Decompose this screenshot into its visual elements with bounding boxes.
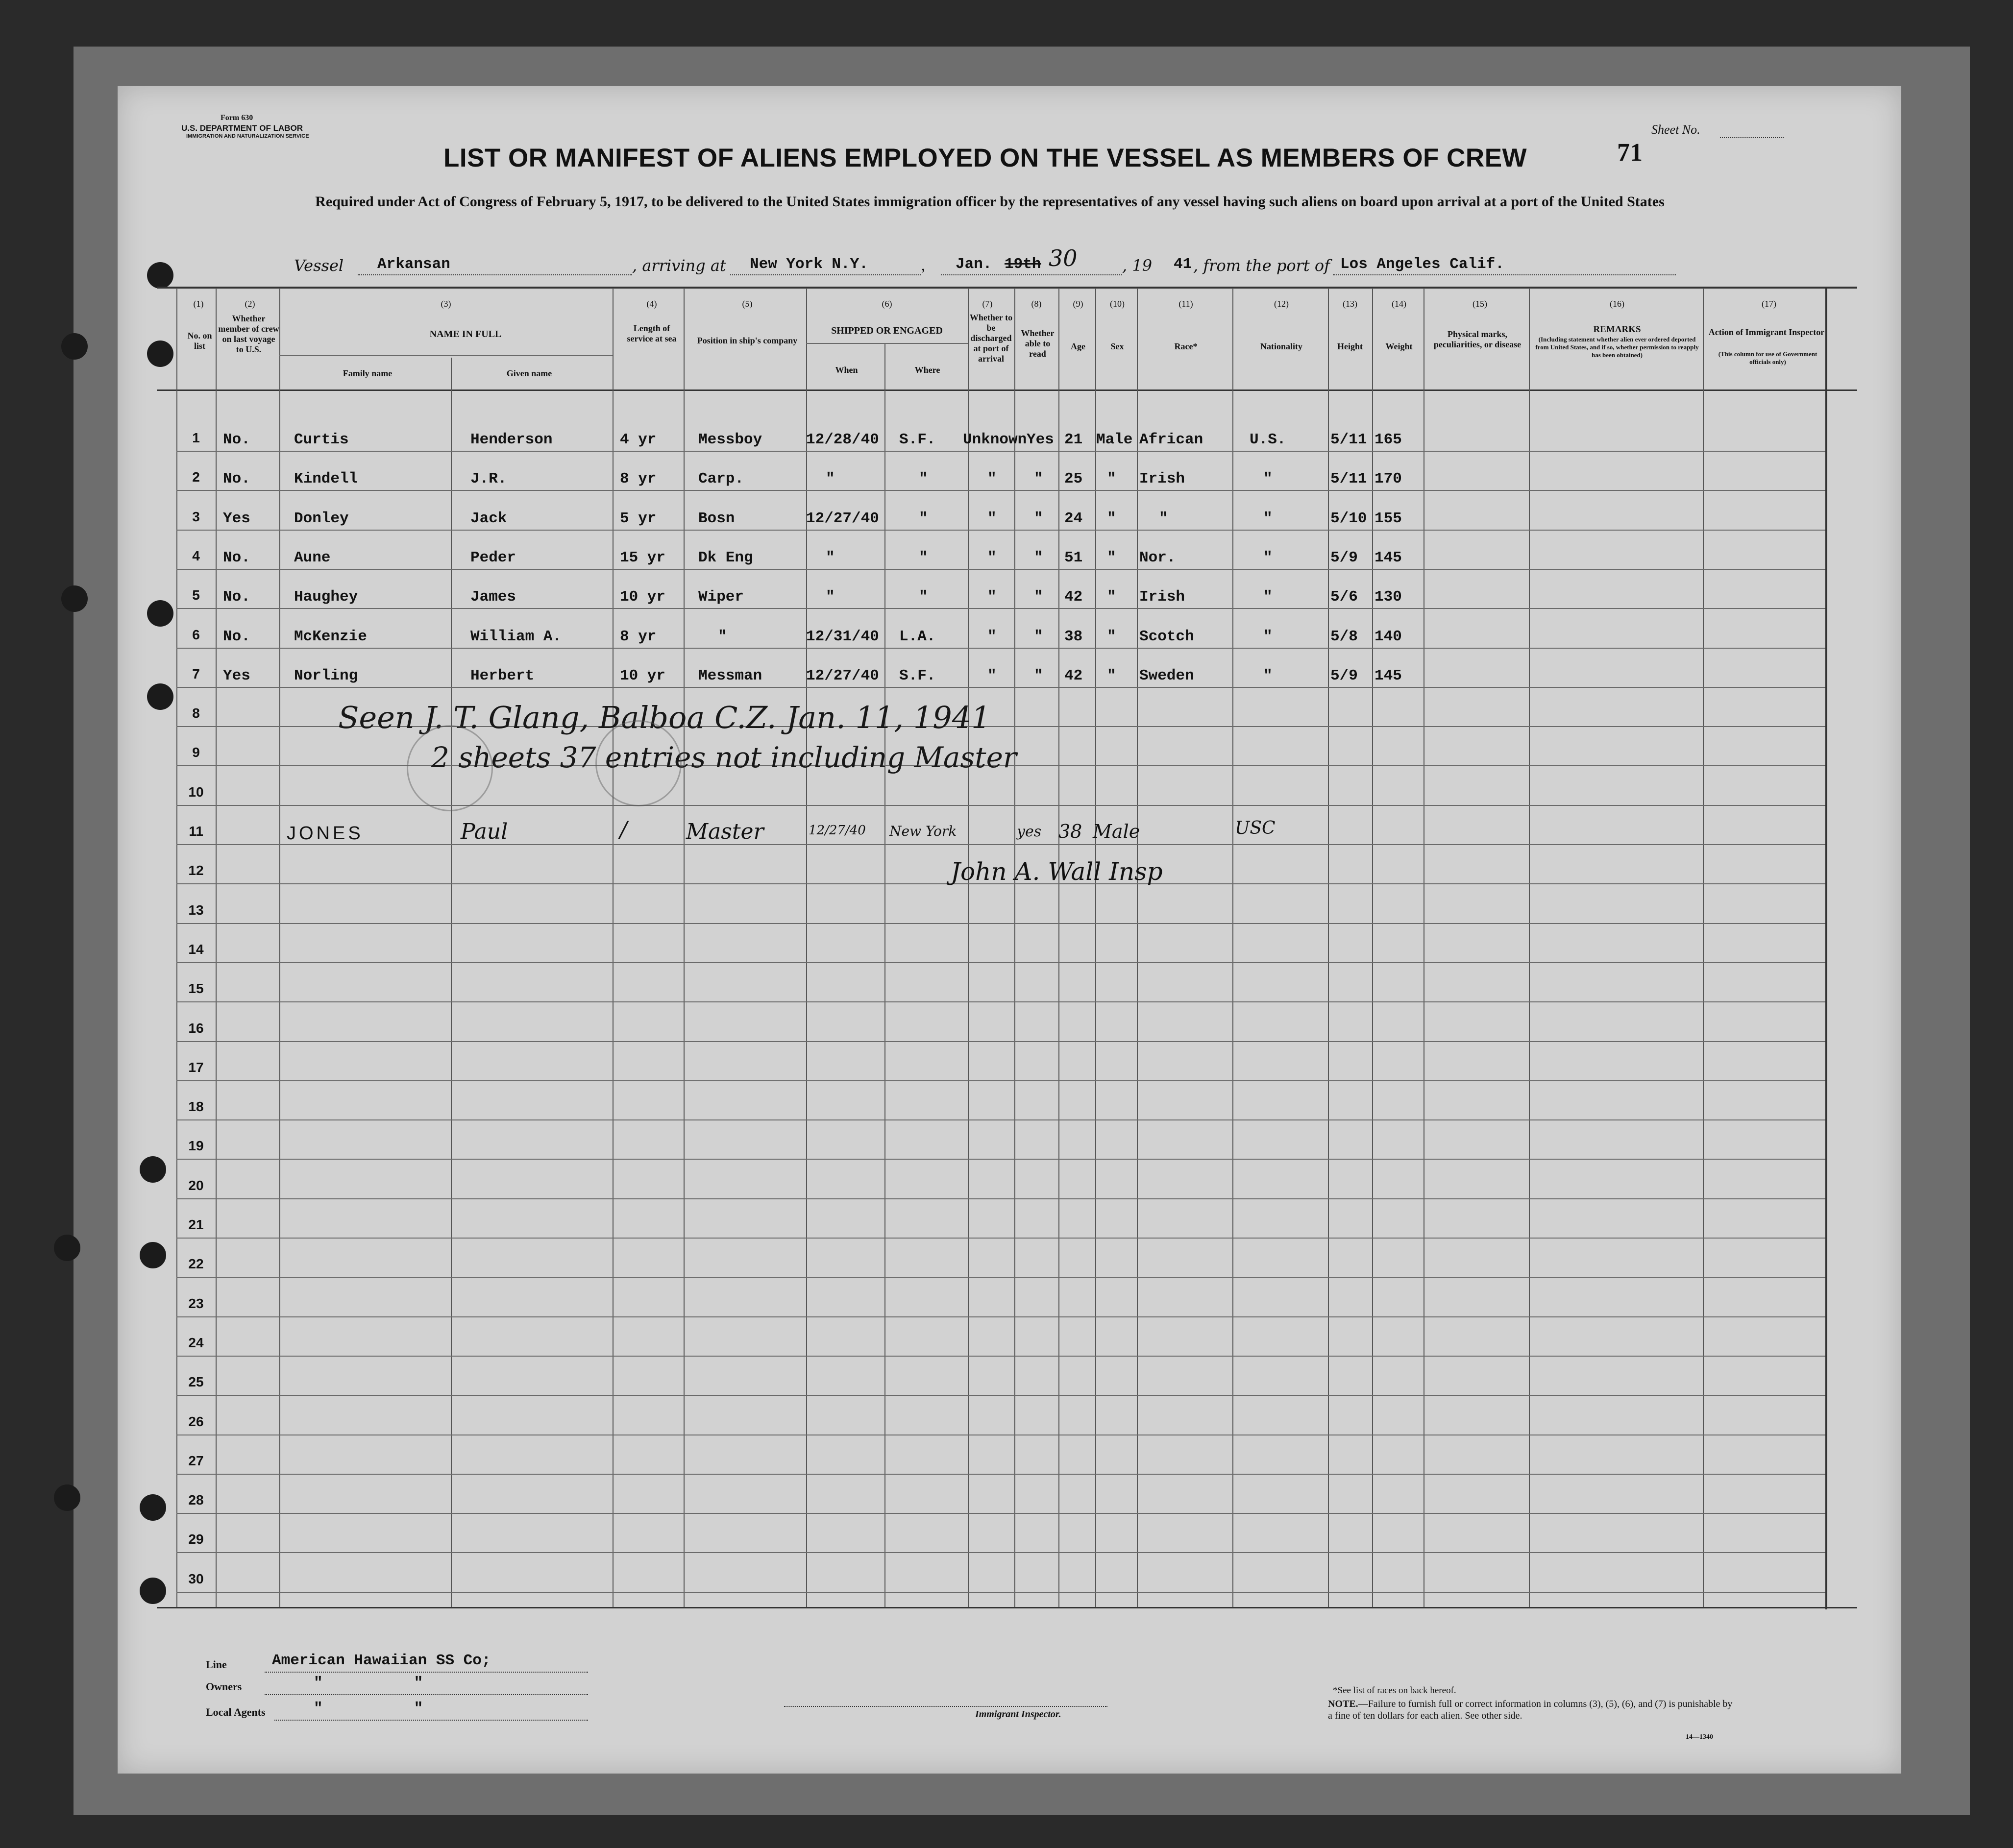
vessel-label: Vessel xyxy=(294,256,344,275)
col-num: (10) xyxy=(1110,299,1125,309)
arrival-month: Jan. xyxy=(956,256,992,273)
owners-label: Owners xyxy=(206,1680,242,1693)
punch-hole xyxy=(147,340,173,367)
header-height: Height xyxy=(1337,341,1363,351)
row-number: 14 xyxy=(188,941,204,957)
manifest-title: LIST OR MANIFEST OF ALIENS EMPLOYED ON THE VESSEL AS MEMBERS OF CREW xyxy=(443,144,1527,172)
crew-shipped-when: " xyxy=(826,588,835,606)
grid-column-line xyxy=(216,288,217,1607)
row-rule xyxy=(176,530,1825,531)
grid-column-line xyxy=(451,358,452,1607)
crew-service-length: 8 yr xyxy=(620,628,657,645)
grid-column-line xyxy=(1328,288,1329,1607)
note-block xyxy=(1328,1698,1735,1722)
col-num: (16) xyxy=(1610,299,1624,309)
row-number: 11 xyxy=(189,824,203,839)
crew-position: Bosn xyxy=(698,510,735,527)
row-rule xyxy=(176,1513,1825,1514)
crew-age: 38 xyxy=(1064,628,1083,645)
from-port-label: , from the port of xyxy=(1193,256,1330,275)
row-rule xyxy=(176,1159,1825,1160)
crew-shipped-where: S.F. xyxy=(899,431,936,448)
grid-column-line xyxy=(1703,288,1704,1607)
crew-shipped-where: " xyxy=(919,510,928,527)
vessel-underline xyxy=(358,274,632,275)
crew-able-to-read: " xyxy=(1034,549,1043,566)
punch-hole xyxy=(61,333,88,360)
row-number: 20 xyxy=(188,1177,204,1193)
line-value: American Hawaiian SS Co; xyxy=(272,1652,491,1669)
row-number: 22 xyxy=(188,1256,204,1272)
row-rule xyxy=(176,1277,1825,1278)
col-num: (2) xyxy=(245,299,255,309)
header-race: Race* xyxy=(1174,341,1198,351)
subheader-line xyxy=(279,355,613,356)
crew-race: Irish xyxy=(1139,588,1185,606)
grid-column-line xyxy=(613,288,614,1607)
row-number: 6 xyxy=(192,627,200,642)
crew-race: " xyxy=(1159,510,1168,527)
row-number: 24 xyxy=(188,1335,204,1350)
header-inspector-note: (This column for use of Government officials only) xyxy=(1718,350,1817,365)
agents-underline xyxy=(274,1720,588,1721)
header-physical-marks: Physical marks, peculiarities, or disease xyxy=(1433,329,1522,349)
crew-last-voyage: Yes xyxy=(223,510,250,527)
row-number: 23 xyxy=(188,1295,204,1311)
inspection-stamp xyxy=(407,725,493,811)
col-num: (11) xyxy=(1178,299,1193,309)
row-number: 4 xyxy=(192,548,200,563)
punch-hole xyxy=(61,585,88,612)
crew-height: 5/8 xyxy=(1330,628,1358,645)
row-number: 8 xyxy=(192,705,200,721)
crew-nationality: " xyxy=(1263,549,1273,566)
header-age: Age xyxy=(1071,341,1085,351)
subheader-line xyxy=(806,343,968,344)
arrival-underline xyxy=(730,274,921,275)
crew-weight: 145 xyxy=(1375,667,1402,684)
crew-shipped-where: " xyxy=(919,470,928,488)
master-where: New York xyxy=(889,823,957,839)
crew-service-length: 15 yr xyxy=(620,549,666,566)
col-num: (17) xyxy=(1762,299,1776,309)
row-rule xyxy=(176,1001,1825,1002)
master-read: yes xyxy=(1017,823,1042,840)
crew-discharged: " xyxy=(987,628,997,645)
punch-hole xyxy=(147,262,173,289)
inspection-stamp xyxy=(595,720,682,806)
row-rule xyxy=(176,490,1825,491)
col-num: (1) xyxy=(193,299,204,309)
row-rule xyxy=(176,648,1825,649)
header-no-on-list: No. on list xyxy=(187,331,212,351)
header-name-in-full: NAME IN FULL xyxy=(429,329,502,340)
owners-value: " " xyxy=(314,1675,423,1692)
header-length-of-service: Length of service at sea xyxy=(627,323,677,343)
row-rule xyxy=(176,805,1825,806)
arrival-port: New York N.Y. xyxy=(750,256,868,273)
header-able-to-read: Whether able to read xyxy=(1021,328,1055,359)
crew-height: 5/11 xyxy=(1330,431,1367,448)
owners-underline xyxy=(265,1694,588,1695)
col-num: (12) xyxy=(1274,299,1289,309)
crew-able-to-read: " xyxy=(1034,588,1043,606)
crew-given-name: Peder xyxy=(470,549,516,566)
row-rule xyxy=(176,1041,1825,1042)
row-number: 5 xyxy=(192,587,200,603)
crew-race: Scotch xyxy=(1139,628,1194,645)
header-bottom-rule xyxy=(157,389,1857,391)
seen-annotation: Seen J. T. Glang, Balboa C.Z. Jan. 11, 1941 xyxy=(338,700,991,735)
grid-column-line xyxy=(884,343,885,1607)
punch-hole xyxy=(140,1494,166,1521)
row-number: 29 xyxy=(188,1532,204,1547)
crew-height: 5/9 xyxy=(1330,667,1358,684)
service-name: IMMIGRATION AND NATURALIZATION SERVICE xyxy=(186,133,309,139)
form-number: Form 630 xyxy=(221,114,253,122)
grid-column-line xyxy=(279,288,280,1607)
crew-family-name: Kindell xyxy=(294,470,358,488)
crew-weight: 140 xyxy=(1375,628,1402,645)
punch-hole xyxy=(140,1578,166,1604)
row-rule xyxy=(176,1238,1825,1239)
crew-given-name: Henderson xyxy=(470,431,553,448)
row-rule xyxy=(176,1356,1825,1357)
punch-hole xyxy=(147,683,173,710)
row-number: 25 xyxy=(188,1374,204,1390)
col-num: (5) xyxy=(742,299,753,309)
punch-hole xyxy=(140,1156,166,1183)
col-num: (7) xyxy=(982,299,993,309)
crew-height: 5/11 xyxy=(1330,470,1367,488)
grid-column-line xyxy=(1372,288,1373,1607)
crew-service-length: 10 yr xyxy=(620,588,666,606)
header-shipped-engaged: SHIPPED OR ENGAGED xyxy=(831,325,943,336)
grid-column-line xyxy=(1232,288,1233,1607)
master-when: 12/27/40 xyxy=(809,823,866,838)
crew-height: 5/9 xyxy=(1330,549,1358,566)
grid-column-line xyxy=(1014,288,1015,1607)
punch-hole xyxy=(54,1484,80,1511)
arrival-day: 30 xyxy=(1049,245,1078,271)
crew-age: 25 xyxy=(1064,470,1083,488)
crew-age: 42 xyxy=(1064,588,1083,606)
row-rule xyxy=(176,1474,1825,1475)
row-number: 15 xyxy=(188,981,204,997)
crew-sex: " xyxy=(1107,549,1116,566)
row-number: 21 xyxy=(188,1217,204,1232)
grid-column-line xyxy=(968,288,969,1607)
crew-family-name: Haughey xyxy=(294,588,358,606)
row-rule xyxy=(176,962,1825,963)
crew-age: 21 xyxy=(1064,431,1083,448)
row-rule xyxy=(176,608,1825,609)
row-number: 2 xyxy=(192,469,200,485)
crew-discharged: " xyxy=(987,667,997,684)
header-discharged: Whether to be discharged at port of arrival xyxy=(969,313,1013,364)
row-number: 1 xyxy=(192,430,200,445)
master-nationality: USC xyxy=(1235,818,1276,838)
row-rule xyxy=(176,923,1825,924)
crew-last-voyage: No. xyxy=(223,628,250,645)
crew-shipped-where: S.F. xyxy=(899,667,936,684)
crew-given-name: J.R. xyxy=(470,470,507,488)
row-number: 17 xyxy=(188,1059,204,1075)
crew-family-name: McKenzie xyxy=(294,628,367,645)
crew-able-to-read: " xyxy=(1034,628,1043,645)
row-number: 9 xyxy=(192,745,200,760)
crew-last-voyage: No. xyxy=(223,588,250,606)
crew-shipped-where: L.A. xyxy=(899,628,936,645)
grid-column-line xyxy=(806,288,807,1607)
crew-sex: " xyxy=(1107,667,1116,684)
crew-discharged: " xyxy=(987,510,997,527)
local-agents-label: Local Agents xyxy=(206,1706,266,1718)
crew-sex: " xyxy=(1107,470,1116,488)
header-given-name: Given name xyxy=(506,368,552,378)
inspector-signature-line xyxy=(784,1706,1107,1707)
crew-given-name: Herbert xyxy=(470,667,535,684)
grid-column-line xyxy=(1529,288,1530,1607)
crew-able-to-read: " xyxy=(1034,470,1043,488)
row-rule xyxy=(176,1119,1825,1120)
grid-column-line xyxy=(1137,288,1138,1607)
sheet-number: 71 xyxy=(1617,139,1643,167)
header-nationality: Nationality xyxy=(1260,341,1302,351)
header-position: Position in ship's company xyxy=(697,336,798,345)
punch-hole xyxy=(147,600,173,627)
row-rule xyxy=(176,844,1825,845)
comma: , xyxy=(921,256,925,274)
row-rule xyxy=(176,1552,1825,1553)
sheet-no-label: Sheet No. xyxy=(1651,122,1700,137)
crew-last-voyage: No. xyxy=(223,470,250,488)
grid-column-line xyxy=(1058,288,1059,1607)
col-num: (4) xyxy=(646,299,657,309)
header-weight: Weight xyxy=(1385,341,1413,351)
row-number: 19 xyxy=(188,1138,204,1154)
crew-family-name: Aune xyxy=(294,549,331,566)
crew-position: " xyxy=(718,628,727,645)
crew-position: Messman xyxy=(698,667,762,684)
row-rule xyxy=(176,687,1825,688)
row-number: 13 xyxy=(188,902,204,918)
crew-nationality: U.S. xyxy=(1250,431,1286,448)
row-number: 16 xyxy=(188,1020,204,1036)
crew-position: Wiper xyxy=(698,588,744,606)
header-family-name: Family name xyxy=(343,368,393,378)
races-note: *See list of races on back hereof. xyxy=(1333,1685,1456,1696)
crew-able-to-read: Yes xyxy=(1027,431,1054,448)
grid-column-line xyxy=(1095,288,1096,1607)
crew-race: Irish xyxy=(1139,470,1185,488)
crew-shipped-when: " xyxy=(826,549,835,566)
grid-column-line xyxy=(684,288,685,1607)
manifest-subtitle: Required under Act of Congress of February 5, 1917, to be delivered to the United States immigration officer by the representatives of any vessel having such aliens on board upon arrival at a port of the United States xyxy=(315,194,1665,210)
grid-column-line xyxy=(176,288,177,1607)
line-underline xyxy=(265,1672,588,1673)
crew-height: 5/6 xyxy=(1330,588,1358,606)
crew-position: Carp. xyxy=(698,470,744,488)
col-num: (8) xyxy=(1031,299,1042,309)
vessel-name: Arkansan xyxy=(377,256,450,273)
crew-family-name: Norling xyxy=(294,667,358,684)
crew-family-name: Curtis xyxy=(294,431,349,448)
header-remarks-note: (Including statement whether alien ever ordered deported from United States, and if so, whether permission to reapply has been obtained) xyxy=(1535,336,1699,359)
crew-nationality: " xyxy=(1263,667,1273,684)
col-num: (13) xyxy=(1343,299,1357,309)
crew-sex: " xyxy=(1107,588,1116,606)
punch-hole xyxy=(54,1235,80,1261)
crew-race: Nor. xyxy=(1139,549,1176,566)
crew-given-name: William A. xyxy=(470,628,562,645)
col-num: (14) xyxy=(1392,299,1406,309)
crew-discharged: " xyxy=(987,588,997,606)
table-top-rule xyxy=(157,287,1857,289)
crew-shipped-where: " xyxy=(919,588,928,606)
header-where: Where xyxy=(914,365,940,375)
crew-sex: " xyxy=(1107,628,1116,645)
row-number: 26 xyxy=(188,1413,204,1429)
crew-able-to-read: " xyxy=(1034,667,1043,684)
table-bottom-rule xyxy=(157,1607,1857,1608)
inspector-signature: John A. Wall Insp xyxy=(951,857,1163,886)
crew-nationality: " xyxy=(1263,588,1273,606)
crew-weight: 130 xyxy=(1375,588,1402,606)
row-number: 10 xyxy=(188,784,204,800)
row-rule xyxy=(176,1198,1825,1199)
header-sex: Sex xyxy=(1110,341,1124,351)
row-number: 18 xyxy=(188,1099,204,1115)
col-num: (15) xyxy=(1473,299,1487,309)
local-agents-value: " " xyxy=(314,1700,423,1717)
crew-weight: 145 xyxy=(1375,549,1402,566)
form-code: 14—1340 xyxy=(1686,1733,1713,1741)
crew-last-voyage: No. xyxy=(223,431,250,448)
crew-weight: 165 xyxy=(1375,431,1402,448)
crew-given-name: James xyxy=(470,588,516,606)
crew-service-length: 8 yr xyxy=(620,470,657,488)
crew-age: 42 xyxy=(1064,667,1083,684)
crew-family-name: Donley xyxy=(294,510,349,527)
header-inspector-action: Action of Immigrant Inspector xyxy=(1708,327,1825,337)
row-number: 3 xyxy=(192,509,200,524)
crew-able-to-read: " xyxy=(1034,510,1043,527)
note-text: —Failure to furnish full or correct information in columns (3), (5), (6), and (7) is punishable by a fine of ten dollars for each alien. See other side. xyxy=(1328,1699,1733,1721)
crew-given-name: Jack xyxy=(470,510,507,527)
row-rule xyxy=(176,1592,1825,1593)
crew-position: Dk Eng xyxy=(698,549,753,566)
crew-service-length: 10 yr xyxy=(620,667,666,684)
master-sex: Male xyxy=(1093,821,1140,842)
line-label: Line xyxy=(206,1658,227,1671)
header-when: When xyxy=(835,365,858,375)
crew-nationality: " xyxy=(1263,470,1273,488)
master-position: Master xyxy=(686,819,764,844)
header-remarks: REMARKS xyxy=(1593,324,1641,335)
row-rule xyxy=(176,1395,1825,1396)
master-age: 38 xyxy=(1058,821,1082,842)
arrival-year: 41 xyxy=(1174,256,1192,273)
row-rule xyxy=(176,1316,1825,1317)
crew-discharged: " xyxy=(987,470,997,488)
header-last-voyage: Whether member of crew on last voyage to U.S. xyxy=(218,314,279,354)
year-prefix: , 19 xyxy=(1122,256,1153,275)
crew-shipped-when: " xyxy=(826,470,835,488)
row-rule xyxy=(176,451,1825,452)
crew-weight: 155 xyxy=(1375,510,1402,527)
master-given-name: Paul xyxy=(461,819,508,844)
crew-discharged: Unknown xyxy=(963,431,1027,448)
crew-race: Sweden xyxy=(1139,667,1194,684)
crew-nationality: " xyxy=(1263,510,1273,527)
departure-port: Los Angeles Calif. xyxy=(1340,256,1504,273)
arrival-day-struck: 19th xyxy=(1005,256,1041,273)
col-num: (6) xyxy=(882,299,892,309)
col-num: (3) xyxy=(441,299,451,309)
crew-service-length: 4 yr xyxy=(620,431,657,448)
row-number: 30 xyxy=(188,1571,204,1586)
row-rule xyxy=(176,569,1825,570)
crew-race: African xyxy=(1139,431,1203,448)
crew-shipped-when: 12/28/40 xyxy=(806,431,879,448)
department-name: U.S. DEPARTMENT OF LABOR xyxy=(181,123,303,133)
crew-age: 24 xyxy=(1064,510,1083,527)
sheet-no-line xyxy=(1720,137,1784,138)
table-right-rule xyxy=(1825,287,1827,1609)
row-number: 28 xyxy=(188,1492,204,1508)
master-service-tick: / xyxy=(620,817,627,842)
crew-position: Messboy xyxy=(698,431,762,448)
punch-hole xyxy=(140,1242,166,1268)
crew-height: 5/10 xyxy=(1330,510,1367,527)
master-family-name: JONES xyxy=(287,823,364,844)
crew-shipped-when: 12/27/40 xyxy=(806,667,879,684)
crew-discharged: " xyxy=(987,549,997,566)
crew-shipped-when: 12/27/40 xyxy=(806,510,879,527)
crew-sex: " xyxy=(1107,510,1116,527)
immigrant-inspector-label: Immigrant Inspector. xyxy=(975,1709,1061,1720)
note-label: NOTE. xyxy=(1328,1699,1358,1709)
crew-last-voyage: Yes xyxy=(223,667,250,684)
crew-shipped-when: 12/31/40 xyxy=(806,628,879,645)
crew-service-length: 5 yr xyxy=(620,510,657,527)
crew-weight: 170 xyxy=(1375,470,1402,488)
crew-sex: Male xyxy=(1096,431,1133,448)
row-number: 12 xyxy=(188,863,204,878)
row-rule xyxy=(176,1080,1825,1081)
date-underline xyxy=(941,274,1122,275)
crew-age: 51 xyxy=(1064,549,1083,566)
row-number: 7 xyxy=(192,666,200,681)
crew-last-voyage: No. xyxy=(223,549,250,566)
col-num: (9) xyxy=(1073,299,1083,309)
from-underline xyxy=(1333,274,1676,275)
arriving-label: , arriving at xyxy=(632,256,726,275)
crew-shipped-where: " xyxy=(919,549,928,566)
row-number: 27 xyxy=(188,1453,204,1468)
crew-nationality: " xyxy=(1263,628,1273,645)
sheets-annotation: 2 sheets 37 entries not including Master xyxy=(431,741,1017,774)
